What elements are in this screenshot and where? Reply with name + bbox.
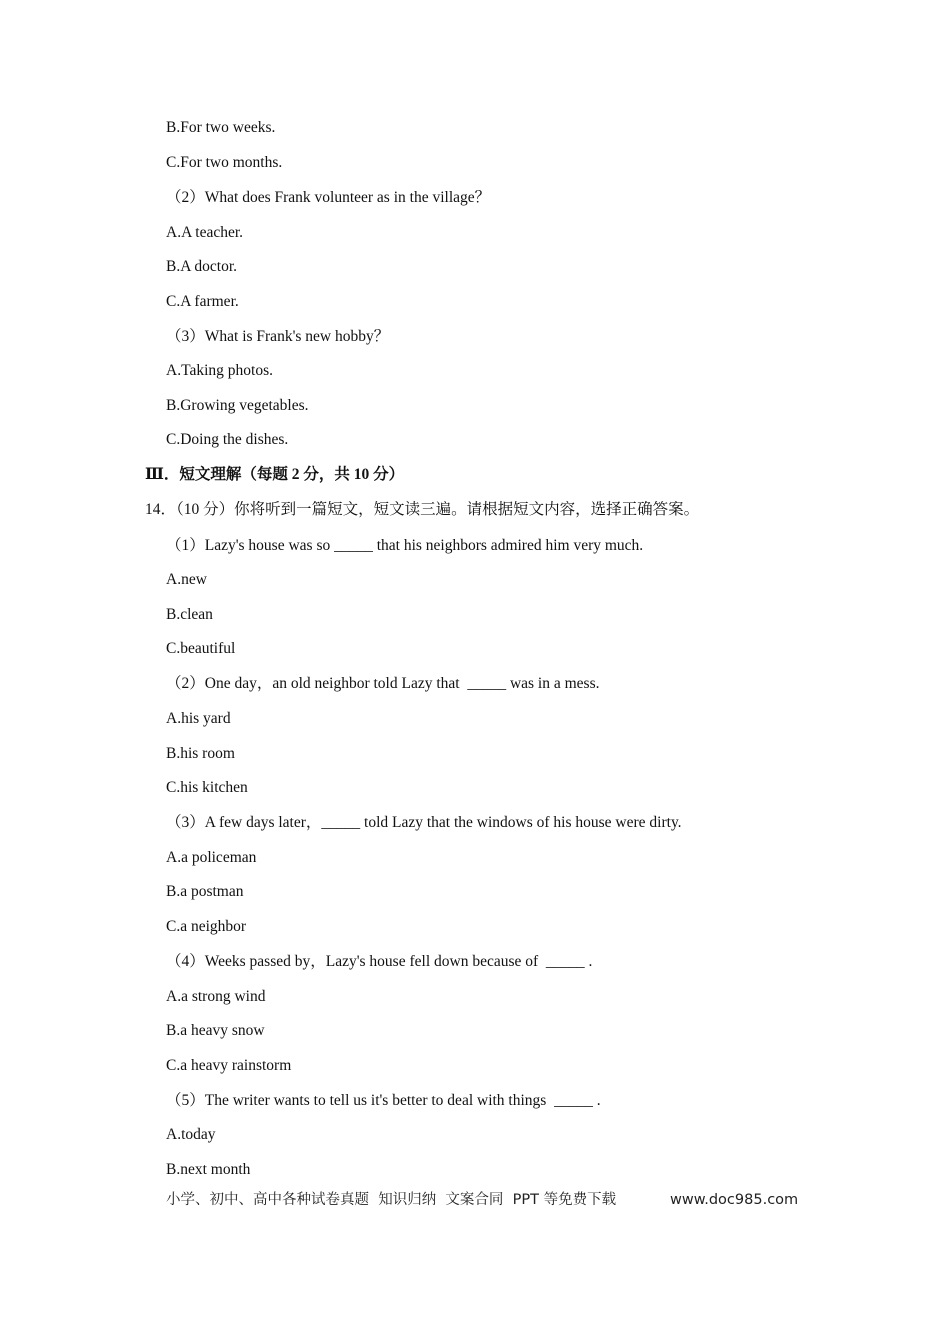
- q14-item-5-option-b: B.next month: [166, 1161, 251, 1178]
- q14-item-2-option-c: C.his kitchen: [166, 779, 248, 796]
- option-2b: B.A doctor.: [166, 258, 238, 275]
- option-3c: C.Doing the dishes.: [166, 431, 289, 448]
- question-14-intro: 14．（10 分）你将听到一篇短文，短文读三遍。请根据短文内容，选择正确答案。: [145, 501, 700, 518]
- question-prev-2: （2）What does Frank volunteer as in the village？: [166, 189, 491, 206]
- section-heading: Ⅲ．短文理解（每题 2 分，共 10 分）: [145, 466, 405, 483]
- q14-item-4-option-c: C.a heavy rainstorm: [166, 1057, 292, 1074]
- q14-item-1-option-a: A.new: [166, 571, 207, 588]
- option-3b: B.Growing vegetables.: [166, 397, 309, 414]
- question-prev-3: （3）What is Frank's new hobby？: [166, 328, 390, 345]
- footer-text: 小学、初中、高中各种试卷真题 知识归纳 文案合同 PPT 等免费下载: [166, 1192, 617, 1208]
- q14-item-2-option-b: B.his room: [166, 745, 235, 762]
- q14-item-1-option-b: B.clean: [166, 606, 213, 623]
- q14-item-2-option-a: A.his yard: [166, 710, 231, 727]
- q14-item-3-option-a: A.a policeman: [166, 849, 257, 866]
- q14-item-3-option-b: B.a postman: [166, 883, 244, 900]
- q14-item-1: （1）Lazy's house was so _____ that his neighbors admired him very much.: [166, 537, 644, 554]
- option-3a: A.Taking photos.: [166, 362, 273, 379]
- q14-item-3-option-c: C.a neighbor: [166, 918, 247, 935]
- q14-item-3: （3）A few days later，_____ told Lazy that the windows of his house were dirty.: [166, 814, 682, 831]
- q14-item-1-option-c: C.beautiful: [166, 640, 236, 657]
- option-2a: A.A teacher.: [166, 224, 244, 241]
- option-2c: C.A farmer.: [166, 293, 239, 310]
- q14-item-5-option-a: A.today: [166, 1126, 216, 1143]
- q14-item-4-option-b: B.a heavy snow: [166, 1022, 265, 1039]
- q14-item-4-option-a: A.a strong wind: [166, 988, 266, 1005]
- q14-item-5: （5）The writer wants to tell us it's better to deal with things _____ .: [166, 1092, 601, 1109]
- option-1b: B.For two weeks.: [166, 119, 276, 136]
- footer-url[interactable]: www.doc985.com: [670, 1192, 799, 1208]
- q14-item-4: （4）Weeks passed by，Lazy's house fell down because of _____ .: [166, 953, 593, 970]
- option-1c: C.For two months.: [166, 154, 283, 171]
- q14-item-2: （2）One day，an old neighbor told Lazy that _____ was in a mess.: [166, 675, 600, 692]
